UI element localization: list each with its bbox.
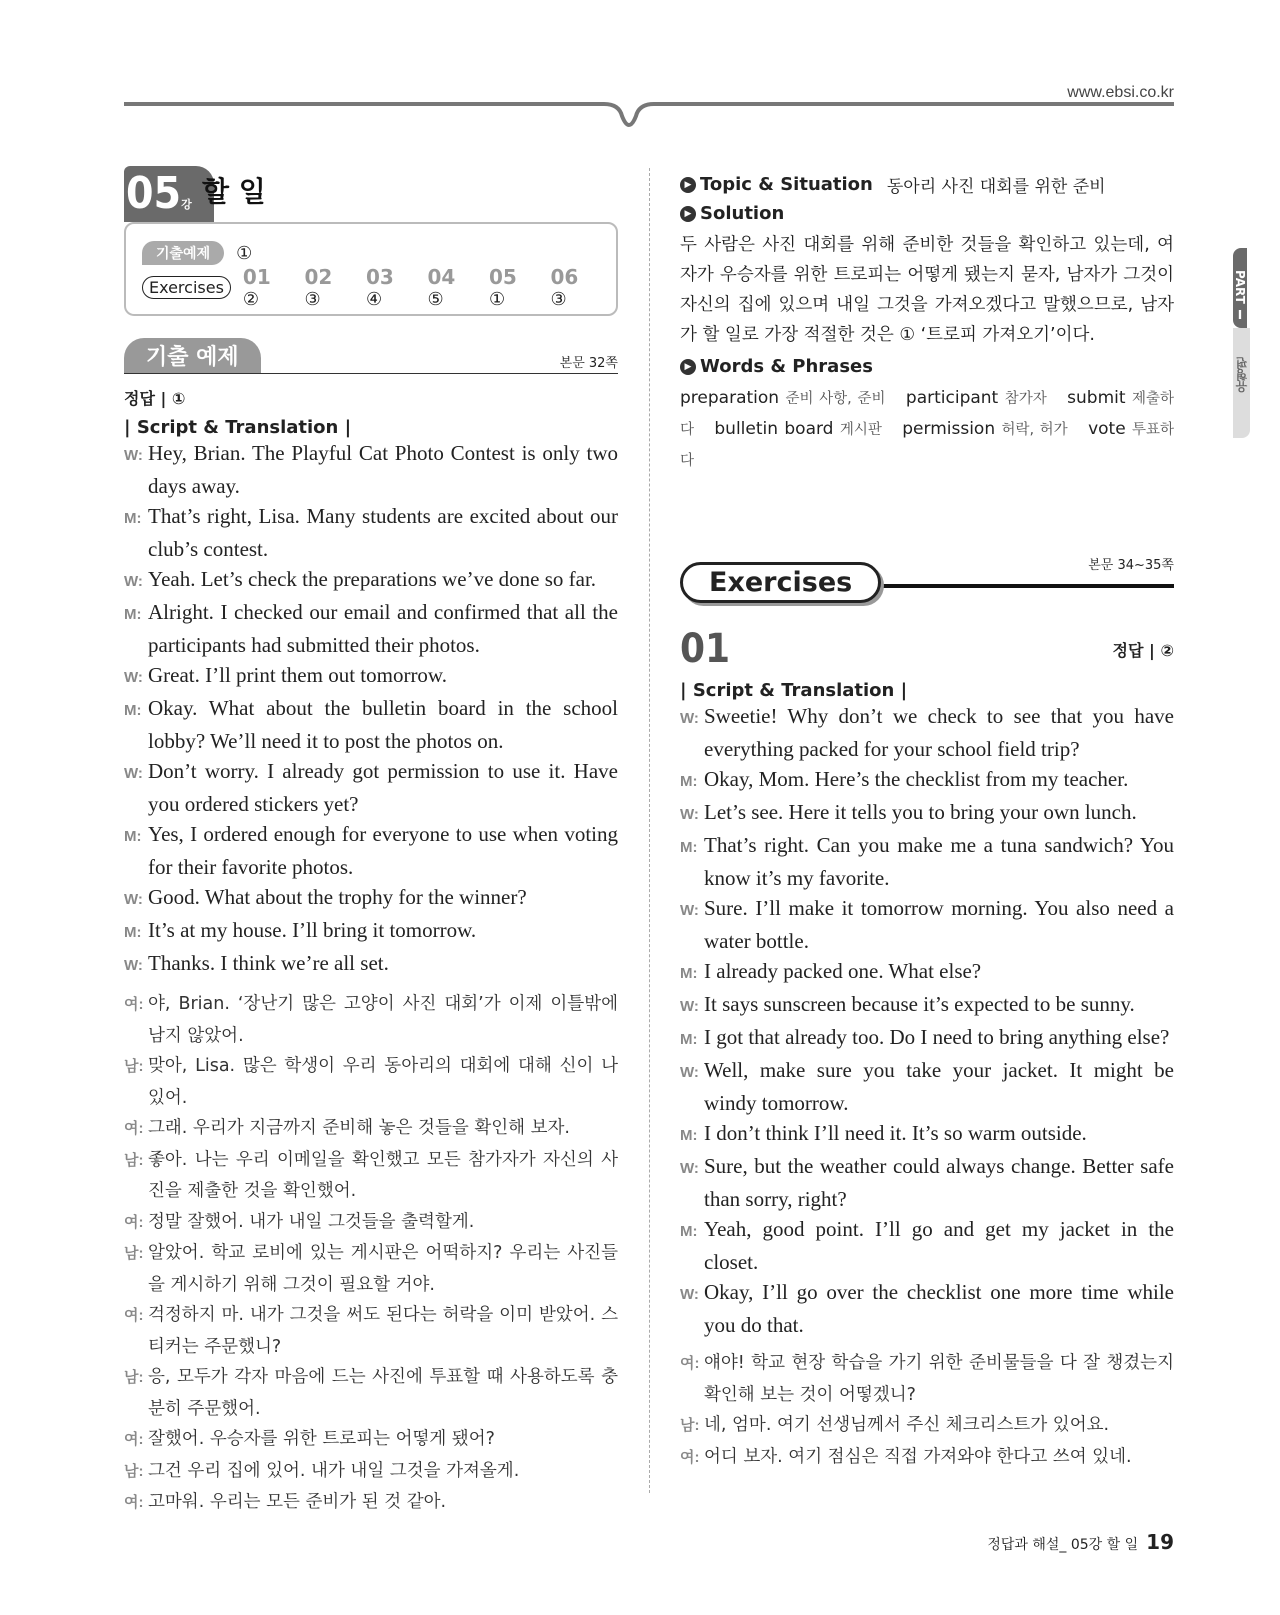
line-text: Okay, Mom. Here’s the checklist from my teacher. <box>704 767 1129 791</box>
dialogue-line <box>680 797 1174 830</box>
exercise-answer <box>427 265 477 310</box>
line-text: Well, make sure you take your jacket. It might be windy tomorrow. <box>704 1058 1174 1115</box>
line-text: 그건 우리 집에 있어. 내가 내일 그것을 가져올게. <box>148 1460 520 1481</box>
word-term: submit <box>1067 388 1126 408</box>
dialogue-line <box>124 989 618 1051</box>
line-text: 응, 모두가 각자 마음에 드는 사진에 투표할 때 사용하도록 충분히 주문했어. <box>148 1367 618 1419</box>
question-answer: 정답 | ② <box>1112 640 1174 660</box>
words-heading: ▶ Words & Phrases <box>680 356 1174 377</box>
word-term: bulletin board <box>714 419 834 439</box>
word-term: vote <box>1088 419 1126 439</box>
dialogue-line <box>680 1118 1174 1151</box>
past-section-title: 기출 예제 <box>124 338 261 373</box>
exercise-translation <box>680 1348 1174 1473</box>
dialogue-line <box>124 1424 618 1456</box>
script-title: | Script & Translation | <box>680 680 908 701</box>
dialogue-line <box>124 1238 618 1300</box>
past-section-header <box>124 338 618 374</box>
dialogue-line <box>124 1207 618 1239</box>
line-text: 맞아, Lisa. 많은 학생이 우리 동아리의 대회에 대해 신이 나 있어. <box>148 1056 618 1108</box>
chapter-header <box>124 166 618 222</box>
line-text: 얘야! 학교 현장 학습을 가기 위한 준비물들을 다 잘 챙겼는지 확인해 보는 것이 어떻겠니? <box>704 1353 1174 1405</box>
speaker-label: W: <box>124 573 143 590</box>
line-text: Thanks. I think we’re all set. <box>148 951 389 975</box>
answer-number: 04 <box>427 264 456 289</box>
dialogue-line <box>124 1113 618 1145</box>
line-text: I already packed one. What else? <box>704 959 982 983</box>
speaker-label: 남: <box>124 1245 144 1262</box>
answer-number: 03 <box>365 264 394 289</box>
past-answer: ① <box>236 242 253 264</box>
dialogue-line <box>124 438 618 501</box>
word-term: participant <box>905 388 999 408</box>
answer-choice: ⑤ <box>427 288 444 310</box>
speaker-label: 남: <box>680 1417 700 1434</box>
dialogue-line <box>680 1410 1174 1442</box>
speaker-label: M: <box>680 839 698 856</box>
dialogue-line <box>124 948 618 981</box>
footer <box>987 1530 1174 1554</box>
speaker-label: M: <box>680 1127 698 1144</box>
speaker-label: M: <box>680 1031 698 1048</box>
play-bullet-icon: ▶ <box>680 177 696 193</box>
play-bullet-icon: ▶ <box>680 359 696 375</box>
speaker-label: W: <box>124 957 143 974</box>
word-term: preparation <box>680 388 780 408</box>
answer-number: 05 <box>488 264 517 289</box>
dialogue-line <box>680 1022 1174 1055</box>
site-url: www.ebsi.co.kr <box>1067 84 1174 101</box>
dialogue-line <box>680 1214 1174 1277</box>
footer-label: 정답과 해설_ 05강 할 일 <box>987 1537 1139 1553</box>
speaker-label: 여: <box>680 1355 700 1372</box>
question-number: 01 <box>680 626 731 672</box>
dialogue-line <box>124 597 618 660</box>
line-text: 잘했어. 우승자를 위한 트로피는 어떻게 됐어? <box>148 1429 495 1449</box>
tab-type[interactable]: 유형편 <box>1233 328 1250 438</box>
speaker-label: 남: <box>124 1462 144 1480</box>
past-script <box>124 438 618 981</box>
page-ref: 본문 32쪽 <box>559 356 618 371</box>
line-text: Good. What about the trophy for the winner? <box>148 885 527 909</box>
chapter-title: 할 일 <box>202 175 266 208</box>
speaker-label: W: <box>680 1160 699 1177</box>
line-text: I got that already too. Do I need to bring anything else? <box>704 1025 1170 1049</box>
exercise-answer <box>366 265 416 310</box>
words-list <box>680 383 1174 476</box>
speaker-label: 여: <box>124 996 144 1013</box>
dialogue-line <box>680 1442 1174 1474</box>
past-label: 기출예제 <box>142 241 224 265</box>
word-meaning: 투표하다 <box>680 422 1175 469</box>
answer-choice: ③ <box>304 288 321 310</box>
exercise-answer <box>551 265 601 310</box>
line-text: Sweetie! Why don’t we check to see that you have everything packed for your school field trip? <box>704 704 1174 761</box>
speaker-label: M: <box>680 773 698 790</box>
word-meaning: 허락, 허가 <box>1001 422 1068 438</box>
exercises-header <box>680 558 1174 612</box>
word-meaning: 제출하다 <box>680 391 1175 438</box>
speaker-label: W: <box>680 710 699 727</box>
exercise-answer <box>489 265 539 310</box>
speaker-label: W: <box>124 447 143 464</box>
answer-choice: ③ <box>550 288 567 310</box>
line-text: 걱정하지 마. 내가 그것을 써도 된다는 허락을 이미 받았어. 스티커는 주문했니? <box>148 1305 618 1357</box>
speaker-label: M: <box>680 965 698 982</box>
speaker-label: M: <box>680 1223 698 1240</box>
page-number: 19 <box>1146 1530 1174 1554</box>
column-divider <box>649 168 650 1493</box>
speaker-label: M: <box>124 828 142 845</box>
dialogue-line <box>124 819 618 882</box>
word-term: permission <box>902 419 996 439</box>
answer-number: 02 <box>304 264 333 289</box>
line-text: I don’t think I’ll need it. It’s so warm outside. <box>704 1121 1087 1145</box>
line-text: It says sunscreen because it’s expected to be sunny. <box>704 992 1135 1016</box>
speaker-label: 여: <box>124 1213 144 1231</box>
speaker-label: 여: <box>124 1307 144 1324</box>
dialogue-line <box>680 830 1174 893</box>
line-text: 알았어. 학교 로비에 있는 게시판은 어떡하지? 우리는 사진들을 게시하기 위해 그것이 필요할 거야. <box>148 1243 618 1295</box>
line-text: Great. I’ll print them out tomorrow. <box>148 663 447 687</box>
answer-choice: ④ <box>365 288 383 310</box>
solution-heading: ▶ Solution <box>680 203 1174 224</box>
word-meaning: 준비 사항, 준비 <box>785 391 886 407</box>
right-column <box>680 166 1174 1473</box>
exercises-label: Exercises <box>142 276 231 299</box>
answer-choice: ① <box>488 288 506 310</box>
speaker-label: 여: <box>124 1120 144 1137</box>
line-text: Don’t worry. I already got permission to use it. Have you ordered stickers yet? <box>148 759 618 816</box>
line-text: Sure, but the weather could always change. Better safe than sorry, right? <box>704 1154 1174 1211</box>
answer-number: 01 <box>242 264 271 289</box>
speaker-label: 남: <box>124 1369 144 1386</box>
dialogue-line <box>680 989 1174 1022</box>
speaker-label: 여: <box>124 1431 144 1448</box>
dialogue-line <box>680 1151 1174 1214</box>
word-meaning: 참가자 <box>1004 391 1047 407</box>
exercises-title: Exercises <box>680 562 881 603</box>
chapter-number: 05강 <box>124 166 214 222</box>
side-tabs <box>1233 248 1280 438</box>
question-header <box>680 626 1174 672</box>
dialogue-line <box>124 564 618 597</box>
speaker-label: W: <box>680 998 699 1015</box>
dialogue-line <box>124 1362 618 1424</box>
dialogue-line <box>680 893 1174 956</box>
line-text: Yes, I ordered enough for everyone to use when voting for their favorite photos. <box>148 822 618 879</box>
left-column <box>124 166 618 1519</box>
line-text: 그래. 우리가 지금까지 준비해 놓은 것들을 확인해 보자. <box>148 1118 570 1138</box>
line-text: Yeah. Let’s check the preparations we’ve done so far. <box>148 567 597 591</box>
answer-summary-box <box>124 222 618 316</box>
speaker-label: M: <box>124 702 142 719</box>
line-text: That’s right, Lisa. Many students are excited about our club’s contest. <box>148 504 618 561</box>
dialogue-line <box>124 882 618 915</box>
past-translation <box>124 989 618 1519</box>
line-text: Sure. I’ll make it tomorrow morning. You also need a water bottle. <box>704 896 1174 953</box>
line-text: Alright. I checked our email and confirmed that all the participants had submitted their photos. <box>148 600 618 657</box>
line-text: 좋아. 나는 우리 이메일을 확인했고 모든 참가자가 자신의 사진을 제출한 것을 확인했어. <box>148 1149 618 1201</box>
line-text: Yeah, good point. I’ll go and get my jacket in the closet. <box>704 1217 1174 1274</box>
dialogue-line <box>680 764 1174 797</box>
topic-heading: ▶ Topic & Situation 동아리 사진 대회를 위한 준비 <box>680 172 1174 197</box>
dialogue-line <box>680 701 1174 764</box>
speaker-label: W: <box>680 806 699 823</box>
past-answer-line: 정답 | ① <box>124 389 186 408</box>
script-title: | Script & Translation | <box>124 417 352 438</box>
dialogue-line <box>124 693 618 756</box>
line-text: Okay. What about the bulletin board in the school lobby? We’ll need it to post the photos on. <box>148 696 618 753</box>
play-bullet-icon: ▶ <box>680 206 696 222</box>
line-text: That’s right. Can you make me a tuna sandwich? You know it’s my favorite. <box>704 833 1174 890</box>
dialogue-line <box>124 1456 618 1488</box>
line-text: Let’s see. Here it tells you to bring your own lunch. <box>704 800 1137 824</box>
dialogue-line <box>124 1051 618 1113</box>
dialogue-line <box>124 660 618 693</box>
tab-part-1[interactable]: PART Ⅰ <box>1233 248 1247 328</box>
speaker-label: M: <box>124 606 142 623</box>
line-text: 어디 보자. 여기 점심은 직접 가져와야 한다고 쓰여 있네. <box>704 1446 1132 1467</box>
speaker-label: 남: <box>124 1151 144 1169</box>
line-text: 고마워. 우리는 모든 준비가 된 것 같아. <box>148 1492 447 1512</box>
answer-number: 06 <box>550 264 579 289</box>
page-ref: 본문 34~35쪽 <box>1088 558 1174 573</box>
dialogue-line <box>124 1487 618 1519</box>
line-text: 정말 잘했어. 내가 내일 그것들을 출력할게. <box>148 1211 475 1232</box>
speaker-label: W: <box>124 891 143 908</box>
top-rule <box>124 98 1174 138</box>
dialogue-line <box>680 1277 1174 1340</box>
answer-choice: ② <box>242 288 260 310</box>
speaker-label: W: <box>124 669 143 686</box>
dialogue-line <box>680 1348 1174 1410</box>
dialogue-line <box>124 1145 618 1207</box>
line-text: 야, Brian. ‘장난기 많은 고양이 사진 대회’가 이제 이틀밖에 남지 않았어. <box>148 994 618 1046</box>
dialogue-line <box>124 756 618 819</box>
speaker-label: W: <box>124 765 143 782</box>
speaker-label: M: <box>124 510 142 527</box>
dialogue-line <box>680 956 1174 989</box>
dialogue-line <box>124 501 618 564</box>
speaker-label: W: <box>680 902 699 919</box>
exercise-answer <box>304 265 354 310</box>
dialogue-line <box>124 915 618 948</box>
speaker-label: 여: <box>680 1448 700 1466</box>
speaker-label: W: <box>680 1064 699 1081</box>
speaker-label: 여: <box>124 1494 144 1511</box>
dialogue-line <box>680 1055 1174 1118</box>
word-meaning: 게시판 <box>839 422 882 438</box>
speaker-label: M: <box>124 924 142 941</box>
line-text: Okay, I’ll go over the checklist one more time while you do that. <box>704 1280 1174 1337</box>
speaker-label: 남: <box>124 1058 144 1075</box>
solution-text: 두 사람은 사진 대회를 위해 준비한 것들을 확인하고 있는데, 여자가 우승자를 위한 트로피는 어떻게 됐는지 묻자, 남자가 그것이 자신의 집에 있으며 내일 그것을 가져오겠다고 말했으므로, 남자가 할 일로 가장 적절한 것은 ① ‘트로피 가져오기’이다. <box>680 235 1174 345</box>
speaker-label: W: <box>680 1286 699 1303</box>
line-text: Hey, Brian. The Playful Cat Photo Contest is only two days away. <box>148 441 618 498</box>
dialogue-line <box>124 1300 618 1362</box>
exercise-script <box>680 701 1174 1340</box>
line-text: 네, 엄마. 여기 선생님께서 주신 체크리스트가 있어요. <box>704 1415 1110 1435</box>
exercise-answer <box>243 265 293 310</box>
line-text: It’s at my house. I’ll bring it tomorrow. <box>148 918 477 942</box>
